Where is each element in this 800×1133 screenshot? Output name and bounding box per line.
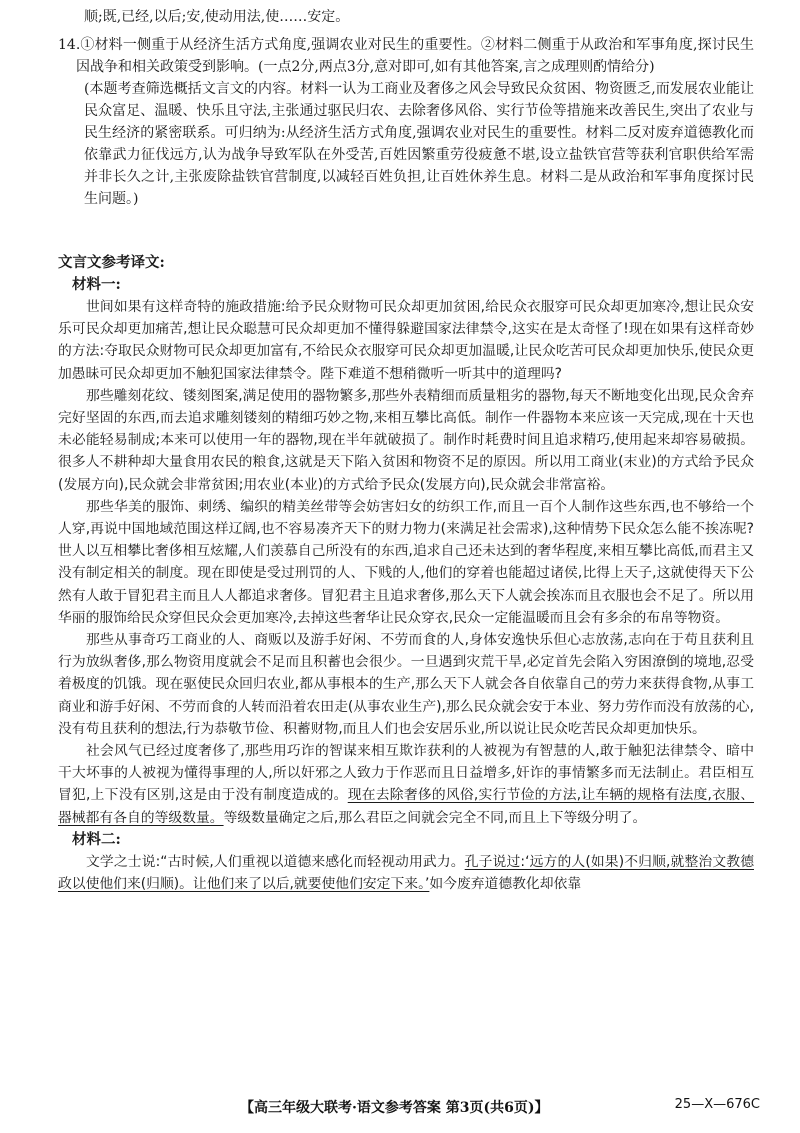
footer-code: 25—X—676C [674, 1097, 760, 1112]
material2-title: 材料二: [72, 830, 121, 848]
material1-title: 材料一: [72, 276, 121, 293]
q14-answer-text: ①材料一侧重于从经济生活方式角度,强调农业对民生的重要性。②材料二侧重于从政治和军事角度,探讨民生因战争和相关政策受到影响。(一点2分,两点3分,意对即可,如有其他答案,言之成理则酌情给分) [76, 37, 754, 75]
plain-text: 文学之士说:“古时候,人们重视以道德来感化而轻视动用武力。 [86, 853, 465, 870]
plain-text: 如今废弃道德教化却依靠 [429, 876, 582, 893]
q13-tail [58, 6, 754, 28]
q14-section [58, 34, 754, 210]
underlined-text: 现在去除奢侈的风俗,实行节俭的方法,让车辆的规格有法度,衣服、器械都有各自的等级数量。 [58, 787, 755, 826]
material1-paragraph: 那些从事奇巧工商业的人、商贩以及游手好闲、不劳而食的人,身体安逸快乐但心志放荡,志向在于苟且获利且行为放纵奢侈,那么物资用度就会不足而且积蓄也会很少。一旦遇到灾荒干旱,必定首先会陷入穷困潦倒的境地,忍受着极度的饥饿。现在驱使民众回归农业,都从事根本的生产,那么天下人就会各自依靠自己的劳力来获得食物,从事工商业和游手好闲、不劳而食的人转而沿着农田走(从事农业生产),那么民众就会安于本业、努力劳作而没有放荡的心,没有苟且获利的想法,行为恭敬节俭、积蓄财物,而且人们也会安居乐业,所以说让民众吃苦民众却更加快乐。 [58, 632, 754, 737]
material1-translation [58, 296, 754, 829]
material1-paragraph: 那些雕刻花纹、镂刻图案,满足使用的器物繁多,那些外表精细而质量粗劣的器物,每天不断地变化出现,民众舍弃完好坚固的东西,而去追求雕刻镂刻的精细巧妙之物,来相互攀比高低。制作一件器物本来应该一天完成,现在十天也未必能轻易制成;本来可以使用一年的器物,现在半年就破损了。制作时耗费时间且追求精巧,使用起来却容易破损。很多人不耕种却大量食用农民的粮食,这就是天下陷入贫困和物资不足的原因。所以用工商业(末业)的方式给予民众(发展方向),民众就会非常贫困;用农业(本业)的方式给予民众(发展方向),民众就会非常富裕。 [58, 387, 754, 493]
material1-paragraph: 那些华美的服饰、刺绣、编织的精美丝带等会妨害妇女的纺织工作,而且一百个人制作这些东西,也不够给一个人穿,再说中国地域范围这样辽阔,也不容易凑齐天下的财力物力(来满足社会需求),这种情势下民众怎么能不挨冻呢?世人以互相攀比奢侈相互炫耀,人们羡慕自己所没有的东西,追求自己还未达到的奢华程度,来相互攀比高低,而君主又没有制定相关的制度。现在即使是受过刑罚的人、下贱的人,他们的穿着也能超过诸侯,比得上天子,这就使得天下公然有人敢于冒犯君主而且人人都追求奢侈。冒犯君主且追求奢侈,那么天下人就会挨冻而且衣服也会不足了。所以用华丽的服饰给民众穿但民众会更加寒冷,去掉这些奢华让民众穿衣,民众一定能温暖而且会有多余的布帛等物资。 [58, 498, 754, 626]
plain-text: 社会风气已经过度奢侈了,那些用巧诈的智谋来相互欺诈获利的人被视为有智慧的人,敢于触犯法律禁令、暗中干大坏事的人被视为懂得事理的人,所以奸邪之人致力于作恶而且日益增多,奸诈的事情繁多而无法制止。君臣相互冒犯,上下没有区别,这是由于没有制度造成的。 [58, 743, 754, 804]
q14-number: 14. [58, 37, 81, 53]
underlined-text: 孔子说过:‘远方的人(如果)不归顺,就整治文教德政以使他们来(归顺)。让他们来了以后,就要使他们安定下来。’ [58, 853, 754, 893]
footer-title: 【高三年级大联考·语文参考答案 第3页(共6页)】 [240, 1100, 549, 1116]
translation-heading: 文言文参考译文: [58, 254, 165, 271]
material2-translation [58, 851, 754, 895]
q14-answer [58, 34, 754, 78]
top-line: 顺;既,已经,以后;安,使动用法,使……安定。 [84, 9, 350, 25]
plain-text: 等级数量确定之后,那么君臣之间就会完全不同,而且上下等级分明了。 [223, 809, 647, 826]
material1-last-paragraph [58, 740, 754, 829]
q14-analysis: (本题考查筛选概括文言文的内容。材料一认为工商业及奢侈之风会导致民众贫困、物资匮乏,而发展农业能让民众富足、温暖、快乐且守法,主张通过驱民归农、去除奢侈风俗、实行节俭等措施来改善民生,突出了农业与民生经济的紧密联系。可归纳为:从经济生活方式角度,强调农业对民生的重要性。材料二反对废弃道德教化而依靠武力征伐远方,认为战争导致军队在外受苦,百姓因繁重劳役疲惫不堪,设立盐铁官营等获利官职供给军需并非长久之计,主张废除盐铁官营制度,以减轻百姓负担,让百姓休养生息。材料二是从政治和军事角度探讨民生问题。) [84, 81, 754, 207]
translation-section [58, 252, 754, 895]
material2-paragraph [58, 851, 754, 895]
material1-paragraph: 世间如果有这样奇特的施政措施:给予民众财物可民众却更加贫困,给民众衣服穿可民众却更加寒冷,想让民众安乐可民众却更加痛苦,想让民众聪慧可民众却更加不懂得躲避国家法律禁令,这实在是太奇怪了!现在如果有这样奇妙的方法:夺取民众财物可民众却更加富有,不给民众衣服穿可民众却更加温暖,让民众吃苦可民众却更加快乐,使民众更加愚昧可民众却更加不触犯国家法律禁令。陛下难道不想稍微听一听其中的道理吗? [58, 299, 754, 382]
page-footer [0, 1097, 800, 1119]
